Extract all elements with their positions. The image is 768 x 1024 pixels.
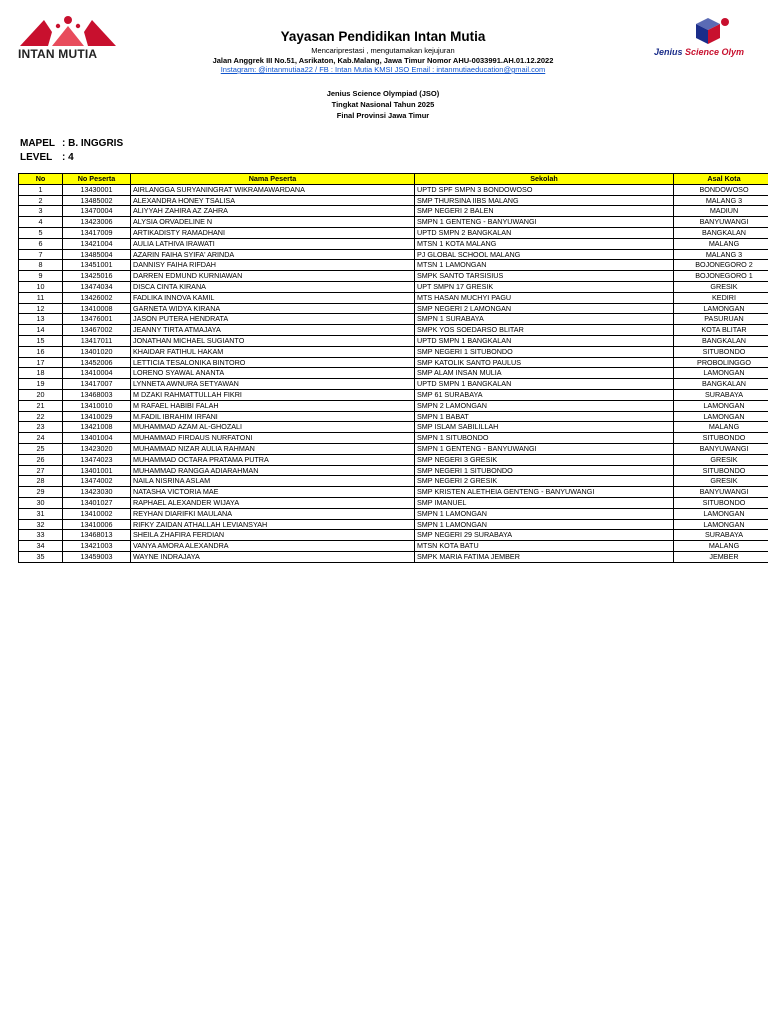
cell-no-peserta: 13410008 — [63, 303, 131, 314]
cell-sekolah: SMP NEGERI 1 SITUBONDO — [415, 346, 674, 357]
cell-no-peserta: 13470004 — [63, 206, 131, 217]
cell-no-peserta: 13468003 — [63, 389, 131, 400]
cell-no: 16 — [19, 346, 63, 357]
cell-no-peserta: 13425016 — [63, 271, 131, 282]
cell-no: 11 — [19, 292, 63, 303]
cell-no: 19 — [19, 379, 63, 390]
cell-nama-peserta: DANNISY FAIHA RIFDAH — [131, 260, 415, 271]
table-row — [19, 551, 768, 562]
cell-no: 2 — [19, 195, 63, 206]
cell-nama-peserta: DISCA CINTA KIRANA — [131, 281, 415, 292]
cell-no-peserta: 13401027 — [63, 497, 131, 508]
cell-no: 13 — [19, 314, 63, 325]
cell-asal-kota: LAMONGAN — [674, 368, 768, 379]
cell-sekolah: SMP NEGERI 2 LAMONGAN — [415, 303, 674, 314]
cell-no-peserta: 13410006 — [63, 519, 131, 530]
cell-asal-kota: LAMONGAN — [674, 411, 768, 422]
cell-nama-peserta: REYHAN DIARIFKI MAULANA — [131, 508, 415, 519]
cell-asal-kota: SURABAYA — [674, 530, 768, 541]
cell-no: 20 — [19, 389, 63, 400]
cell-no: 9 — [19, 271, 63, 282]
jenius-science-olympiad-logo — [652, 14, 752, 64]
cell-asal-kota: KEDIRI — [674, 292, 768, 303]
cell-sekolah: SMP IMANUEL — [415, 497, 674, 508]
cell-no: 7 — [19, 249, 63, 260]
cell-no-peserta: 13476001 — [63, 314, 131, 325]
table-row — [19, 454, 768, 465]
cell-asal-kota: GRESIK — [674, 454, 768, 465]
cell-asal-kota: PROBOLINGGO — [674, 357, 768, 368]
table-row — [19, 238, 768, 249]
table-row — [19, 476, 768, 487]
cell-no: 34 — [19, 541, 63, 552]
address: Jalan Anggrek III No.51, Asrikaton, Kab.Malang, Jawa Timur Nomor AHU-0033991.AH.01.12.2022 — [212, 55, 554, 65]
cell-nama-peserta: MUHAMMAD FIRDAUS NURFATONI — [131, 433, 415, 444]
cell-no: 23 — [19, 422, 63, 433]
table-row — [19, 292, 768, 303]
event-name: Jenius Science Olympiad (JSO) — [326, 89, 440, 98]
cell-no-peserta: 13474002 — [63, 476, 131, 487]
cell-nama-peserta: JASON PUTERA HENDRATA — [131, 314, 415, 325]
cell-nama-peserta: LORENO SYAWAL ANANTA — [131, 368, 415, 379]
event-info — [150, 88, 616, 121]
cell-nama-peserta: GARNETA WIDYA KIRANA — [131, 303, 415, 314]
cell-no: 28 — [19, 476, 63, 487]
cell-asal-kota: GRESIK — [674, 476, 768, 487]
letterhead — [150, 28, 616, 75]
cell-asal-kota: SITUBONDO — [674, 433, 768, 444]
cell-sekolah: SMPN 1 SURABAYA — [415, 314, 674, 325]
cell-no-peserta: 13401020 — [63, 346, 131, 357]
cell-asal-kota: BOJONEGORO 1 — [674, 271, 768, 282]
table-row — [19, 368, 768, 379]
col-header-asal-kota: Asal Kota — [674, 174, 768, 185]
cell-no-peserta: 13417011 — [63, 335, 131, 346]
cell-nama-peserta: KHAIDAR FATIHUL HAKAM — [131, 346, 415, 357]
table-row — [19, 389, 768, 400]
cell-no: 4 — [19, 217, 63, 228]
foundation-title: Yayasan Pendidikan Intan Mutia — [280, 29, 486, 44]
cell-no: 33 — [19, 530, 63, 541]
cell-asal-kota: BONDOWOSO — [674, 184, 768, 195]
cell-no-peserta: 13474023 — [63, 454, 131, 465]
table-row — [19, 346, 768, 357]
cell-no-peserta: 13423030 — [63, 487, 131, 498]
cell-no-peserta: 13421003 — [63, 541, 131, 552]
cell-no: 24 — [19, 433, 63, 444]
mapel-value: : B. INGGRIS — [62, 138, 124, 149]
table-row — [19, 443, 768, 454]
cell-no-peserta: 13421008 — [63, 422, 131, 433]
logo-right-text — [654, 47, 744, 57]
cell-sekolah: SMPN 1 GENTENG - BANYUWANGI — [415, 443, 674, 454]
cell-asal-kota: MALANG 3 — [674, 249, 768, 260]
cell-no: 17 — [19, 357, 63, 368]
cell-sekolah: SMPN 1 LAMONGAN — [415, 508, 674, 519]
cell-no: 29 — [19, 487, 63, 498]
level-value: : 4 — [62, 151, 74, 163]
cell-no-peserta: 13423020 — [63, 443, 131, 454]
cell-asal-kota: PASURUAN — [674, 314, 768, 325]
table-row — [19, 519, 768, 530]
table-row — [19, 314, 768, 325]
cell-sekolah: SMPK SANTO TARSISIUS — [415, 271, 674, 282]
event-level: Tingkat Nasional Tahun 2025 — [331, 100, 435, 109]
col-header-no-peserta: No Peserta — [63, 174, 131, 185]
cell-nama-peserta: RIFKY ZAIDAN ATHALLAH LEVIANSYAH — [131, 519, 415, 530]
table-row — [19, 508, 768, 519]
cell-no: 5 — [19, 227, 63, 238]
logo-right-text-b: Science Olym — [685, 47, 745, 57]
cell-sekolah: MTS HASAN MUCHYI PAGU — [415, 292, 674, 303]
cell-no-peserta: 13417009 — [63, 227, 131, 238]
cell-nama-peserta: JEANNY TIRTA ATMAJAYA — [131, 325, 415, 336]
cell-asal-kota: SITUBONDO — [674, 346, 768, 357]
table-row — [19, 271, 768, 282]
table-row — [19, 325, 768, 336]
cell-no-peserta: 13452006 — [63, 357, 131, 368]
cell-sekolah: SMP NEGERI 29 SURABAYA — [415, 530, 674, 541]
cell-nama-peserta: ALEXANDRA HONEY TSALISA — [131, 195, 415, 206]
cell-no: 26 — [19, 454, 63, 465]
cell-no: 14 — [19, 325, 63, 336]
cell-nama-peserta: AZARIN FAIHA SYIFA' ARINDA — [131, 249, 415, 260]
table-row — [19, 487, 768, 498]
cell-asal-kota: JEMBER — [674, 551, 768, 562]
cell-sekolah: SMP NEGERI 2 GRESIK — [415, 476, 674, 487]
cell-asal-kota: BANYUWANGI — [674, 443, 768, 454]
cell-no-peserta: 13410004 — [63, 368, 131, 379]
cell-nama-peserta: LYNNETA AWNURA SETYAWAN — [131, 379, 415, 390]
cell-asal-kota: SURABAYA — [674, 389, 768, 400]
logo-right-text-a: Jenius — [654, 47, 686, 57]
cell-sekolah: SMPN 1 BABAT — [415, 411, 674, 422]
subject-meta — [20, 137, 123, 164]
cell-no-peserta: 13426002 — [63, 292, 131, 303]
cell-asal-kota: MALANG — [674, 422, 768, 433]
cell-sekolah: SMPN 1 LAMONGAN — [415, 519, 674, 530]
cell-sekolah: SMP KRISTEN ALETHEIA GENTENG - BANYUWANGI — [415, 487, 674, 498]
cell-sekolah: SMP 61 SURABAYA — [415, 389, 674, 400]
cell-nama-peserta: NATASHA VICTORIA MAE — [131, 487, 415, 498]
cell-asal-kota: BANGKALAN — [674, 379, 768, 390]
cell-no-peserta: 13410029 — [63, 411, 131, 422]
cell-sekolah: UPT SMPN 17 GRESIK — [415, 281, 674, 292]
table-row — [19, 249, 768, 260]
cell-asal-kota: BOJONEGORO 2 — [674, 260, 768, 271]
cell-no-peserta: 13410010 — [63, 400, 131, 411]
participant-table — [18, 173, 768, 563]
cell-sekolah: SMP KATOLIK SANTO PAULUS — [415, 357, 674, 368]
cell-nama-peserta: NAILA NISRINA ASLAM — [131, 476, 415, 487]
cell-asal-kota: SITUBONDO — [674, 497, 768, 508]
cell-nama-peserta: MUHAMMAD NIZAR AULIA RAHMAN — [131, 443, 415, 454]
table-row — [19, 184, 768, 195]
cell-sekolah: SMP THURSINA IIBS MALANG — [415, 195, 674, 206]
event-stage: Final Provinsi Jawa Timur — [336, 111, 430, 120]
table-row — [19, 206, 768, 217]
cell-sekolah: UPTD SMPN 2 BANGKALAN — [415, 227, 674, 238]
cell-no-peserta: 13401001 — [63, 465, 131, 476]
cell-nama-peserta: M DZAKI RAHMATTULLAH FIKRI — [131, 389, 415, 400]
cell-no-peserta: 13417007 — [63, 379, 131, 390]
table-row — [19, 530, 768, 541]
table-row — [19, 227, 768, 238]
cell-no-peserta: 13474034 — [63, 281, 131, 292]
cell-no: 10 — [19, 281, 63, 292]
cell-no: 22 — [19, 411, 63, 422]
table-row — [19, 465, 768, 476]
cell-sekolah: MTSN 1 LAMONGAN — [415, 260, 674, 271]
cell-sekolah: MTSN 1 KOTA MALANG — [415, 238, 674, 249]
cell-nama-peserta: AULIA LATHIVA IRAWATI — [131, 238, 415, 249]
cell-no: 12 — [19, 303, 63, 314]
cell-no: 8 — [19, 260, 63, 271]
cell-asal-kota: MALANG — [674, 541, 768, 552]
cell-nama-peserta: MUHAMMAD AZAM AL-GHOZALI — [131, 422, 415, 433]
cell-no: 21 — [19, 400, 63, 411]
table-row — [19, 422, 768, 433]
cell-no: 18 — [19, 368, 63, 379]
table-row — [19, 260, 768, 271]
cell-sekolah: SMPN 2 LAMONGAN — [415, 400, 674, 411]
table-row — [19, 400, 768, 411]
cell-no-peserta: 13485002 — [63, 195, 131, 206]
col-header-nama-peserta: Nama Peserta — [131, 174, 415, 185]
cell-nama-peserta: SHEILA ZHAFIRA FERDIAN — [131, 530, 415, 541]
mapel-row — [20, 137, 123, 151]
table-row — [19, 357, 768, 368]
cell-sekolah: SMP NEGERI 1 SITUBONDO — [415, 465, 674, 476]
table-row — [19, 335, 768, 346]
cell-nama-peserta: M RAFAEL HABIBI FALAH — [131, 400, 415, 411]
cell-asal-kota: LAMONGAN — [674, 303, 768, 314]
cell-sekolah: SMPN 1 SITUBONDO — [415, 433, 674, 444]
cell-asal-kota: GRESIK — [674, 281, 768, 292]
level-row — [20, 151, 123, 165]
cell-no: 25 — [19, 443, 63, 454]
cell-sekolah: SMP ISLAM SABILILLAH — [415, 422, 674, 433]
cell-nama-peserta: FADLIKA INNOVA KAMIL — [131, 292, 415, 303]
cell-no-peserta: 13401004 — [63, 433, 131, 444]
cell-asal-kota: KOTA BLITAR — [674, 325, 768, 336]
cell-sekolah: SMP ALAM INSAN MULIA — [415, 368, 674, 379]
cell-no-peserta: 13468013 — [63, 530, 131, 541]
cell-no: 30 — [19, 497, 63, 508]
cell-no: 32 — [19, 519, 63, 530]
cell-sekolah: MTSN KOTA BATU — [415, 541, 674, 552]
cell-sekolah: SMP NEGERI 2 BALEN — [415, 206, 674, 217]
cell-nama-peserta: AIRLANGGA SURYANINGRAT WIKRAMAWARDANA — [131, 184, 415, 195]
cell-nama-peserta: DARREN EDMUND KURNIAWAN — [131, 271, 415, 282]
cell-asal-kota: BANYUWANGI — [674, 217, 768, 228]
logo-left-text: INTAN MUTIA — [18, 47, 98, 61]
cell-no: 35 — [19, 551, 63, 562]
cell-sekolah: UPTD SMPN 1 BANGKALAN — [415, 335, 674, 346]
cell-no-peserta: 13423006 — [63, 217, 131, 228]
cell-nama-peserta: ALIYYAH ZAHIRA AZ ZAHRA — [131, 206, 415, 217]
cell-sekolah: SMPK YOS SOEDARSO BLITAR — [415, 325, 674, 336]
social-contact-link[interactable]: Instagram: @intanmutiaa22 / FB : Intan Mutia KMSI JSO Email : intanmutiaeducation@gmail.com — [220, 65, 546, 74]
cell-asal-kota: LAMONGAN — [674, 508, 768, 519]
table-row — [19, 303, 768, 314]
cell-no: 27 — [19, 465, 63, 476]
cell-nama-peserta: JONATHAN MICHAEL SUGIANTO — [131, 335, 415, 346]
cell-no-peserta: 13459003 — [63, 551, 131, 562]
table-row — [19, 195, 768, 206]
cell-asal-kota: MADIUN — [674, 206, 768, 217]
cell-asal-kota: MALANG 3 — [674, 195, 768, 206]
col-header-sekolah: Sekolah — [415, 174, 674, 185]
cell-asal-kota: LAMONGAN — [674, 519, 768, 530]
mapel-label: MAPEL — [20, 138, 55, 149]
cell-sekolah: SMP NEGERI 3 GRESIK — [415, 454, 674, 465]
cell-nama-peserta: MUHAMMAD RANGGA ADIARAHMAN — [131, 465, 415, 476]
cell-no: 15 — [19, 335, 63, 346]
cell-no-peserta: 13410002 — [63, 508, 131, 519]
table-row — [19, 541, 768, 552]
cell-nama-peserta: M.FADIL IBRAHIM IRFANI — [131, 411, 415, 422]
table-row — [19, 281, 768, 292]
table-row — [19, 433, 768, 444]
cell-asal-kota: SITUBONDO — [674, 465, 768, 476]
cell-no: 1 — [19, 184, 63, 195]
col-header-no: No — [19, 174, 63, 185]
table-row — [19, 379, 768, 390]
cell-asal-kota: BANGKALAN — [674, 227, 768, 238]
intan-mutia-logo — [18, 14, 118, 62]
jso-cube-icon — [692, 14, 732, 46]
cell-nama-peserta: MUHAMMAD OCTARA PRATAMA PUTRA — [131, 454, 415, 465]
table-row — [19, 411, 768, 422]
tagline: Mencariprestasi , mengutamakan kejujuran — [311, 46, 455, 55]
level-label: LEVEL — [20, 151, 53, 163]
cell-no-peserta: 13421004 — [63, 238, 131, 249]
cell-sekolah: UPTD SMPN 1 BANGKALAN — [415, 379, 674, 390]
cell-nama-peserta: ARTIKADISTY RAMADHANI — [131, 227, 415, 238]
cell-no-peserta: 13430001 — [63, 184, 131, 195]
cell-nama-peserta: VANYA AMORA ALEXANDRA — [131, 541, 415, 552]
cell-sekolah: PJ GLOBAL SCHOOL MALANG — [415, 249, 674, 260]
cell-no-peserta: 13467002 — [63, 325, 131, 336]
cell-no: 3 — [19, 206, 63, 217]
cell-sekolah: SMPN 1 GENTENG - BANYUWANGI — [415, 217, 674, 228]
table-row — [19, 497, 768, 508]
cell-nama-peserta: WAYNE INDRAJAYA — [131, 551, 415, 562]
cell-asal-kota: BANGKALAN — [674, 335, 768, 346]
cell-no: 6 — [19, 238, 63, 249]
table-row — [19, 217, 768, 228]
cell-no-peserta: 13451001 — [63, 260, 131, 271]
cell-asal-kota: BANYUWANGI — [674, 487, 768, 498]
cell-no: 31 — [19, 508, 63, 519]
intan-mutia-logo-mark — [18, 14, 118, 48]
table-header-row — [19, 174, 768, 185]
cell-nama-peserta: RAPHAEL ALEXANDER WIJAYA — [131, 497, 415, 508]
cell-nama-peserta: ALYSIA ORVADELINE N — [131, 217, 415, 228]
cell-no-peserta: 13485004 — [63, 249, 131, 260]
cell-nama-peserta: LETTICIA TESALONIKA BINTORO — [131, 357, 415, 368]
cell-asal-kota: LAMONGAN — [674, 400, 768, 411]
cell-asal-kota: MALANG — [674, 238, 768, 249]
cell-sekolah: UPTD SPF SMPN 3 BONDOWOSO — [415, 184, 674, 195]
cell-sekolah: SMPK MARIA FATIMA JEMBER — [415, 551, 674, 562]
